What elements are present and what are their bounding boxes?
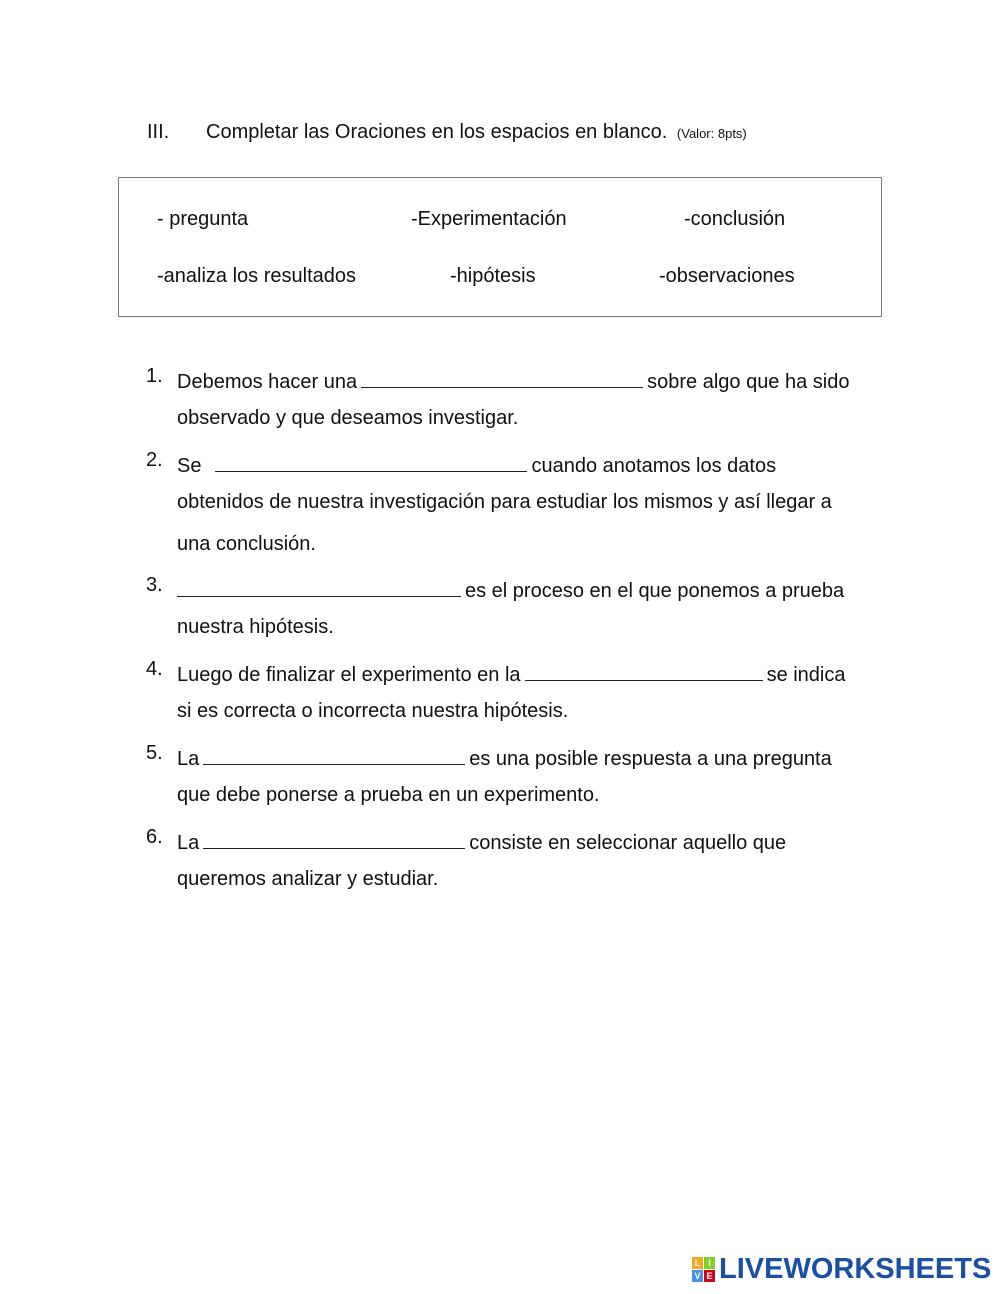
logo-badge-letter: I xyxy=(704,1257,715,1269)
item-line xyxy=(177,449,776,478)
item-text: es el proceso en el que ponemos a prueba xyxy=(465,580,845,602)
item-line xyxy=(177,742,832,771)
word-bank-item: -analiza los resultados xyxy=(157,265,356,287)
item-text: Se xyxy=(177,455,202,477)
item-text: es una posible respuesta a una pregunta xyxy=(469,748,832,770)
word-bank-item: -conclusión xyxy=(684,208,786,230)
answer-blank[interactable] xyxy=(177,574,461,597)
item-text: cuando anotamos los datos xyxy=(531,455,777,477)
item-number: 1. xyxy=(146,365,163,387)
word-bank-item: - pregunta xyxy=(157,208,249,230)
word-bank-item: -hipótesis xyxy=(450,265,536,287)
item-number: 5. xyxy=(146,742,163,764)
item-text: sobre algo que ha sido xyxy=(647,371,850,393)
item-continuation: queremos analizar y estudiar. xyxy=(177,868,439,890)
item-continuation: observado y que deseamos investigar. xyxy=(177,407,519,429)
item-number: 4. xyxy=(146,658,163,680)
logo-badge-letter: L xyxy=(692,1257,703,1269)
logo-badge-icon xyxy=(692,1257,715,1282)
section-title: Completar las Oraciones en los espacios en blanco. xyxy=(206,121,668,143)
item-line xyxy=(177,826,786,855)
item-number: 2. xyxy=(146,449,163,471)
item-continuation: obtenidos de nuestra investigación para estudiar los mismos y así llegar a xyxy=(177,491,832,513)
liveworksheets-logo xyxy=(692,1254,991,1284)
item-continuation: que debe ponerse a prueba en un experimento. xyxy=(177,784,600,806)
item-number: 3. xyxy=(146,574,163,596)
item-text: consiste en seleccionar aquello que xyxy=(469,832,787,854)
item-line xyxy=(177,658,846,687)
answer-blank[interactable] xyxy=(361,365,643,388)
logo-badge-letter: E xyxy=(704,1270,715,1282)
item-number: 6. xyxy=(146,826,163,848)
section-value: (Valor: 8pts) xyxy=(676,126,747,141)
section-heading xyxy=(206,121,747,144)
item-continuation: nuestra hipótesis. xyxy=(177,616,334,638)
word-bank-item: -Experimentación xyxy=(411,208,567,230)
answer-blank[interactable] xyxy=(215,449,527,472)
item-text: La xyxy=(177,832,200,854)
item-continuation: si es correcta o incorrecta nuestra hipótesis. xyxy=(177,700,569,722)
item-text: Debemos hacer una xyxy=(177,371,358,393)
item-text: se indica xyxy=(766,664,846,686)
item-line xyxy=(177,574,844,603)
logo-text: LIVEWORKSHEETS xyxy=(719,1252,992,1285)
item-text: Luego de finalizar el experimento en la xyxy=(177,664,521,686)
section-number: III. xyxy=(147,121,170,143)
item-continuation: una conclusión. xyxy=(177,533,316,555)
item-line xyxy=(177,365,849,394)
answer-blank[interactable] xyxy=(203,742,465,765)
answer-blank[interactable] xyxy=(203,826,465,849)
logo-badge-letter: V xyxy=(692,1270,703,1282)
word-bank xyxy=(118,177,882,317)
item-text: La xyxy=(177,748,200,770)
answer-blank[interactable] xyxy=(525,658,763,681)
word-bank-item: -observaciones xyxy=(659,265,795,287)
